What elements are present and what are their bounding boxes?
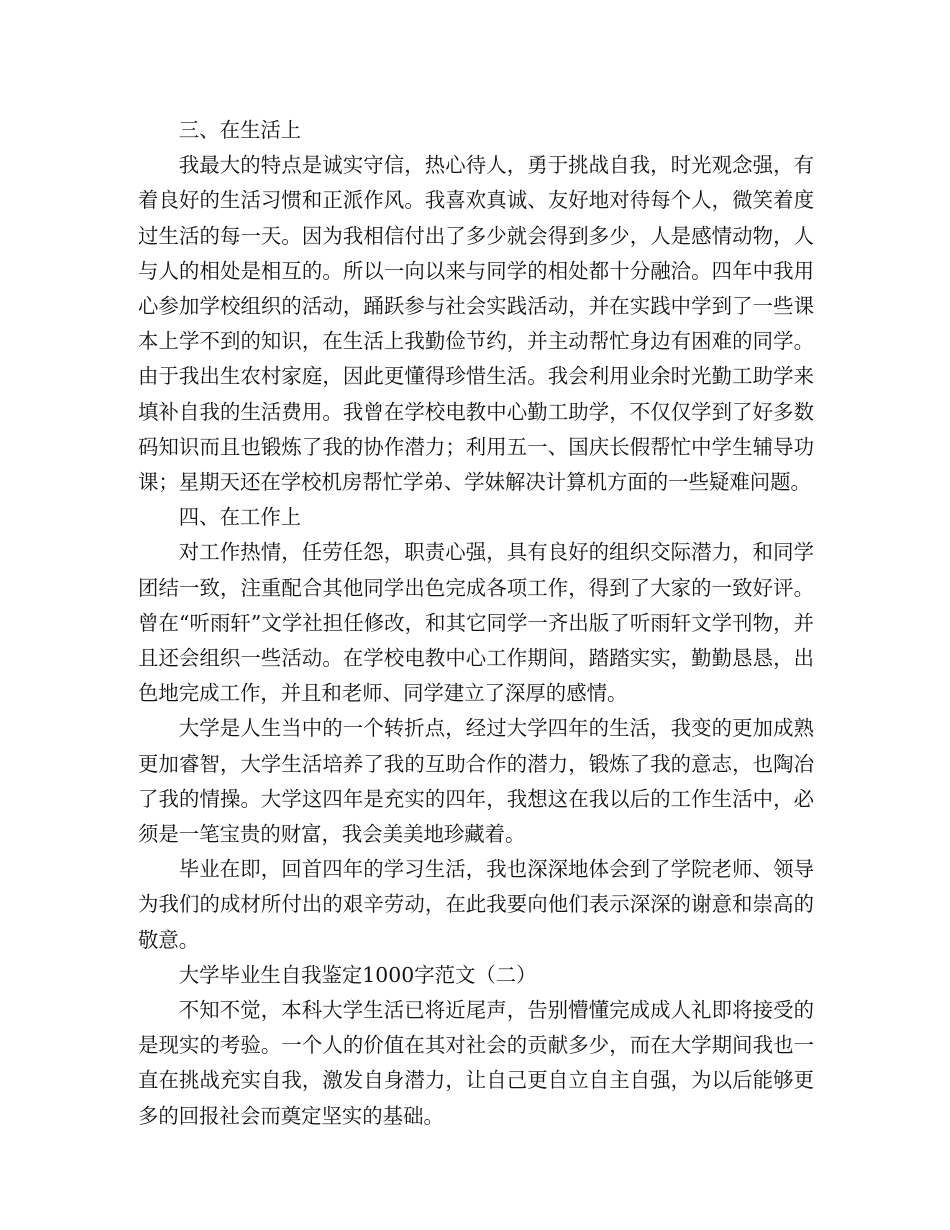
section-heading-work: 四、在工作上 — [178, 505, 302, 530]
paragraph-graduation: 毕业在即，回首四年的学习生活，我也深深地体会到了学院老师、领导为我们的成材所付出的艰辛劳动，在此我要向他们表示深深的谢意和崇高的敬意。 — [138, 857, 814, 952]
paragraph-intro-two: 不知不觉，本科大学生活已将近尾声，告别懵懂完成成人礼即将接受的是现实的考验。一个人的价值在其对社会的贡献多少，而在大学期间我也一直在挑战充实自我，激发自身潜力，让自己更自立自主自强，为以后能够更多的回报社会而奠定坚实的基础。 — [138, 998, 814, 1128]
document-page — [138, 113, 814, 1134]
paragraph-work: 对工作热情，任劳任怨，职责心强，具有良好的组织交际潜力，和同学团结一致，注重配合其他同学出色完成各项工作，得到了大家的一致好评。曾在“听雨轩”文学社担任修改，和其它同学一齐出版了听雨轩文学刊物，并且还会组织一些活动。在学校电教中心工作期间，踏踏实实，勤勤恳恳，出色地完成工作，并且和老师、同学建立了深厚的感情。 — [138, 540, 814, 706]
section-heading-life: 三、在生活上 — [178, 118, 302, 142]
paragraph-university: 大学是人生当中的一个转折点，经过大学四年的生活，我变的更加成熟更加睿智，大学生活培养了我的互助合作的潜力，锻炼了我的意志，也陶冶了我的情操。大学这四年是充实的四年，我想这在我以后的工作生活中，必须是一笔宝贵的财富，我会美美地珍藏着。 — [138, 716, 814, 847]
paragraph-life: 我最大的特点是诚实守信，热心待人，勇于挑战自我，时光观念强，有着良好的生活习惯和正派作风。我喜欢真诚、友好地对待每个人，微笑着度过生活的每一天。因为我相信付出了多少就会得到多少，人是感情动物，人与人的相处是相互的。所以一向以来与同学的相处都十分融洽。四年中我用心参加学校组织的活动，踊跃参与社会实践活动，并在实践中学到了一些课本上学不到的知识，在生活上我勤俭节约，并主动帮忙身边有困难的同学。由于我出生农村家庭，因此更懂得珍惜生活。我会利用业余时光勤工助学来填补自我的生活费用。我曾在学校电教中心勤工助学，不仅仅学到了好多数码知识而且也锻炼了我的协作潜力；利用五一、国庆长假帮忙中学生辅导功课；星期天还在学校机房帮忙学弟、学妹解决计算机方面的一些疑难问题。 — [138, 153, 814, 495]
sample-title-two: 大学毕业生自我鉴定1000字范文（二） — [178, 962, 537, 987]
